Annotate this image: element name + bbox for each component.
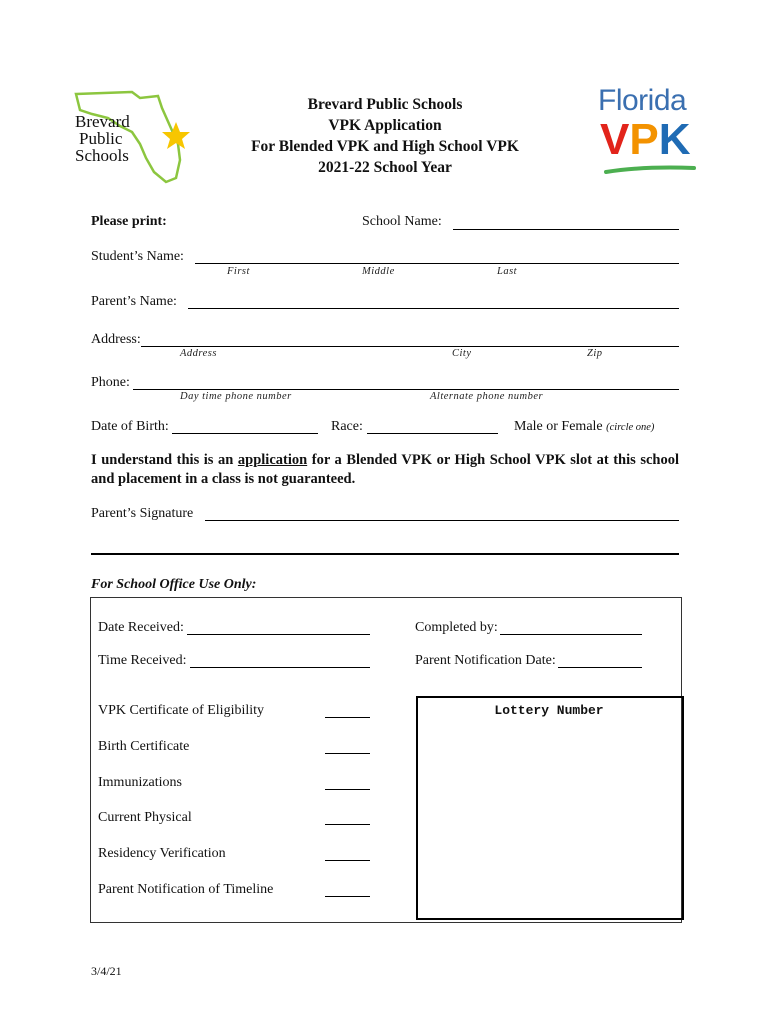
notice-statement — [91, 451, 679, 489]
completed-by-label: Completed by: — [415, 620, 498, 635]
checklist-item: Immunizations — [98, 775, 182, 790]
logo-word-public: Public — [79, 129, 123, 148]
gender-note: (circle one) — [606, 422, 655, 433]
office-use-title: For School Office Use Only: — [91, 577, 257, 592]
alternate-phone-sublabel: Alternate phone number — [430, 391, 544, 402]
please-print-label: Please print: — [91, 214, 167, 229]
logo-word-schools: Schools — [75, 146, 129, 165]
title-line-4: 2021-22 School Year — [318, 159, 452, 176]
title-line-2: VPK Application — [328, 117, 442, 134]
student-name-field[interactable] — [195, 263, 679, 264]
school-name-field[interactable] — [453, 229, 679, 230]
race-field[interactable] — [367, 433, 498, 434]
school-name-label: School Name: — [362, 214, 442, 229]
logo-word-brevard: Brevard — [75, 112, 130, 131]
signature-label: Parent’s Signature — [91, 506, 194, 521]
parent-name-label: Parent’s Name: — [91, 294, 177, 309]
checklist-item: Parent Notification of Timeline — [98, 882, 274, 897]
dob-field[interactable] — [172, 433, 318, 434]
checklist-item: VPK Certificate of Eligibility — [98, 703, 265, 718]
checklist-blank[interactable] — [325, 824, 370, 825]
student-last-sublabel: Last — [497, 266, 518, 277]
parent-name-field[interactable] — [188, 308, 679, 309]
vpk-letter-k: K — [658, 115, 691, 164]
phone-field[interactable] — [133, 389, 679, 390]
lottery-number-title: Lottery Number — [494, 703, 604, 718]
address-label: Address: — [91, 332, 141, 347]
section-divider — [91, 553, 679, 555]
student-name-label: Student’s Name: — [91, 249, 184, 264]
vpk-letter-p: P — [629, 115, 659, 164]
checklist-item: Birth Certificate — [98, 739, 190, 754]
page-title — [215, 94, 555, 178]
date-received-field[interactable] — [187, 634, 370, 635]
checklist-blank[interactable] — [325, 789, 370, 790]
footer-date: 3/4/21 — [91, 964, 122, 978]
checklist-blank[interactable] — [325, 896, 370, 897]
phone-label: Phone: — [91, 375, 130, 390]
city-sublabel: City — [452, 348, 472, 359]
vpk-letter-v: V — [600, 115, 630, 164]
address-sublabel: Address — [180, 348, 217, 359]
notice-text-pre: I understand this is an — [91, 452, 238, 468]
parent-notification-date-label: Parent Notification Date: — [415, 653, 556, 668]
address-field[interactable] — [141, 346, 679, 347]
gender-text[interactable]: Male or Female — [514, 419, 603, 434]
parent-notification-date-field[interactable] — [558, 667, 642, 668]
checklist-blank[interactable] — [325, 753, 370, 754]
time-received-field[interactable] — [190, 667, 370, 668]
florida-word: Florida — [598, 84, 687, 117]
title-line-3: For Blended VPK and High School VPK — [251, 138, 519, 155]
race-label: Race: — [331, 419, 363, 434]
dob-label: Date of Birth: — [91, 419, 169, 434]
florida-vpk-logo — [598, 84, 698, 180]
completed-by-field[interactable] — [500, 634, 642, 635]
notice-application-word: application — [237, 452, 308, 468]
gender-label — [514, 419, 654, 435]
checklist-item: Residency Verification — [98, 846, 226, 861]
checklist-item: Current Physical — [98, 810, 192, 825]
signature-field[interactable] — [205, 520, 679, 521]
student-first-sublabel: First — [227, 266, 250, 277]
title-line-1: Brevard Public Schools — [307, 96, 463, 113]
checklist-blank[interactable] — [325, 860, 370, 861]
zip-sublabel: Zip — [587, 348, 603, 359]
green-swoosh-icon — [604, 164, 696, 176]
date-received-label: Date Received: — [98, 620, 184, 635]
checklist-blank[interactable] — [325, 717, 370, 718]
notice-text-post: for a Blended VPK or High School VPK slot at this school and placement in a class is not guaranteed. — [91, 452, 679, 487]
star-icon — [162, 122, 190, 149]
brevard-logo — [70, 88, 192, 184]
lottery-number-box[interactable] — [416, 696, 684, 920]
time-received-label: Time Received: — [98, 653, 187, 668]
daytime-phone-sublabel: Day time phone number — [180, 391, 292, 402]
student-middle-sublabel: Middle — [362, 266, 395, 277]
